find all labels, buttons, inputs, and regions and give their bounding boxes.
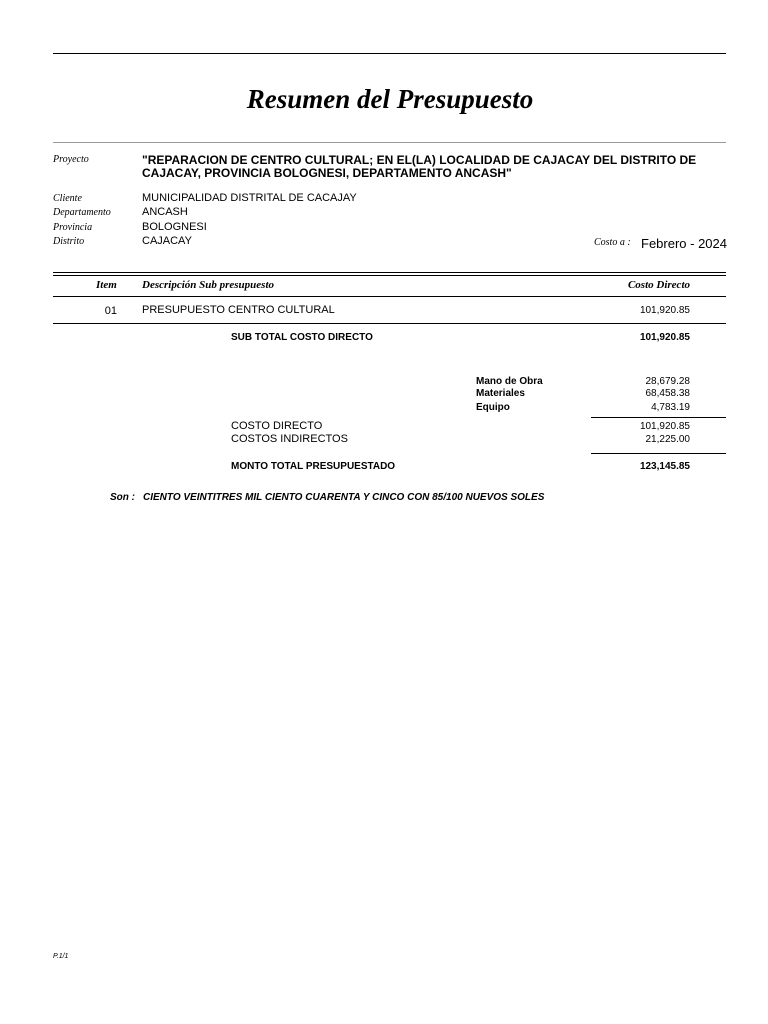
row-costo: 101,920.85 — [639, 305, 690, 316]
header-costo-directo: Costo Directo — [627, 279, 690, 291]
proyecto-line-1: "REPARACION DE CENTRO CULTURAL; EN EL(LA) LOCALIDAD DE CAJACAY DEL DISTRITO DE — [142, 153, 697, 167]
cliente-value: MUNICIPALIDAD DISTRITAL DE CACAJAY — [142, 192, 357, 204]
proyecto-label: Proyecto — [53, 154, 89, 165]
monto-total-value: 123,145.85 — [639, 461, 690, 472]
row-item: 01 — [104, 305, 117, 317]
distrito-value: CAJACAY — [142, 235, 192, 247]
costo-a-label: Costo a : — [594, 237, 631, 248]
page-title: Resumen del Presupuesto — [246, 84, 534, 114]
breakdown-sum-rule — [591, 417, 726, 418]
provincia-label: Provincia — [53, 222, 93, 233]
breakdown-value-mano-obra: 28,679.28 — [645, 376, 690, 387]
breakdown-label-materiales: Materiales — [476, 388, 525, 399]
top-rule — [53, 53, 726, 54]
subtotal-label: SUB TOTAL COSTO DIRECTO — [231, 332, 373, 343]
table-top-rule-1 — [53, 272, 726, 273]
breakdown-value-materiales: 68,458.38 — [645, 388, 690, 399]
costo-a-value: Febrero - 2024 — [641, 236, 727, 251]
breakdown-value-equipo: 4,783.19 — [651, 402, 690, 413]
row-bottom-rule — [53, 323, 726, 324]
provincia-value: BOLOGNESI — [142, 221, 207, 233]
subtotal-value: 101,920.85 — [639, 332, 690, 343]
breakdown-label-mano-obra: Mano de Obra — [476, 376, 543, 387]
distrito-label: Distrito — [53, 236, 85, 247]
departamento-label: Departamento — [53, 207, 111, 218]
title-rule — [53, 142, 726, 143]
header-descripcion: Descripción Sub presupuesto — [142, 279, 275, 291]
row-descripcion: PRESUPUESTO CENTRO CULTURAL — [142, 304, 335, 316]
costo-directo-label: COSTO DIRECTO — [231, 420, 323, 432]
breakdown-label-equipo: Equipo — [476, 402, 510, 413]
costo-directo-value: 101,920.85 — [639, 421, 690, 432]
page-number: P.1/1 — [53, 953, 69, 960]
proyecto-line-2: CAJACAY, PROVINCIA BOLOGNESI, DEPARTAMENTO ANCASH" — [142, 166, 512, 180]
son-text: CIENTO VEINTITRES MIL CIENTO CUARENTA Y CINCO CON 85/100 NUEVOS SOLES — [143, 492, 545, 503]
table-top-rule-2 — [53, 275, 726, 276]
cliente-label: Cliente — [53, 193, 82, 204]
header-bottom-rule — [53, 296, 726, 297]
header-item: Item — [96, 279, 117, 291]
departamento-value: ANCASH — [142, 206, 188, 218]
proyecto-value — [142, 154, 742, 180]
total-rule — [591, 453, 726, 454]
costos-indirectos-value: 21,225.00 — [645, 434, 690, 445]
costos-indirectos-label: COSTOS INDIRECTOS — [231, 433, 348, 445]
son-label: Son : — [110, 492, 135, 503]
monto-total-label: MONTO TOTAL PRESUPUESTADO — [231, 461, 396, 472]
